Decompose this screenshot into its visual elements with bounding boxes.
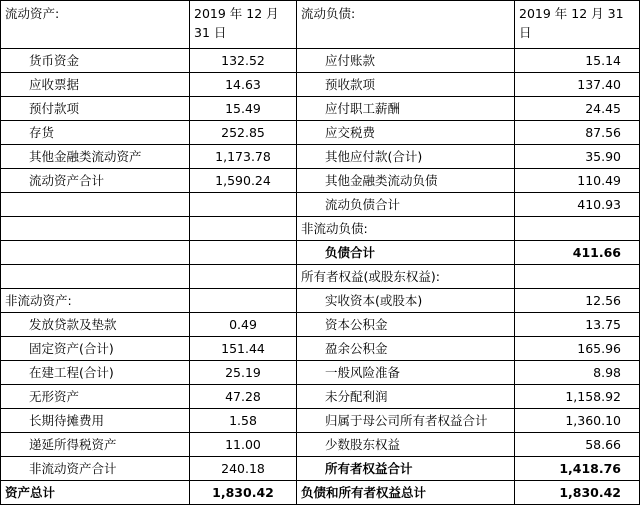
total-equity-label: 所有者权益合计 — [297, 457, 515, 481]
asset-item-value: 0.49 — [190, 313, 297, 337]
table-row — [1, 433, 640, 457]
equity-section-title: 所有者权益(或股东权益): — [297, 265, 515, 289]
liability-item-value: 110.49 — [515, 169, 640, 193]
total-assets-label: 资产总计 — [1, 481, 190, 505]
asset-item-label: 固定资产(合计) — [1, 337, 190, 361]
equity-item-label: 盈余公积金 — [297, 337, 515, 361]
asset-item-value: 1,173.78 — [190, 145, 297, 169]
empty-cell — [1, 217, 190, 241]
equity-item-label: 一般风险准备 — [297, 361, 515, 385]
liability-item-value: 137.40 — [515, 73, 640, 97]
asset-item-label: 发放贷款及垫款 — [1, 313, 190, 337]
non-current-liabilities-section-title: 非流动负债: — [297, 217, 515, 241]
asset-item-label: 递延所得税资产 — [1, 433, 190, 457]
equity-item-value: 1,360.10 — [515, 409, 640, 433]
equity-item-label: 实收资本(或股本) — [297, 289, 515, 313]
table-row — [1, 121, 640, 145]
asset-item-label: 存货 — [1, 121, 190, 145]
equity-item-label: 少数股东权益 — [297, 433, 515, 457]
liabilities-section-title: 流动负债: — [297, 1, 515, 49]
header-row — [1, 1, 640, 49]
asset-item-label: 长期待摊费用 — [1, 409, 190, 433]
equity-item-label: 未分配利润 — [297, 385, 515, 409]
table-row — [1, 337, 640, 361]
table-row — [1, 97, 640, 121]
table-row — [1, 73, 640, 97]
asset-item-value: 15.49 — [190, 97, 297, 121]
equity-item-value: 8.98 — [515, 361, 640, 385]
total-liabilities-equity-label: 负债和所有者权益总计 — [297, 481, 515, 505]
total-liabilities-value: 411.66 — [515, 241, 640, 265]
total-assets-value: 1,830.42 — [190, 481, 297, 505]
table-row — [1, 409, 640, 433]
liability-item-value: 15.14 — [515, 49, 640, 73]
non-current-assets-total-value: 240.18 — [190, 457, 297, 481]
liabilities-date-header: 2019 年 12 月 31 日 — [515, 1, 640, 49]
asset-item-label: 无形资产 — [1, 385, 190, 409]
asset-item-label: 应收票据 — [1, 73, 190, 97]
asset-item-value: 25.19 — [190, 361, 297, 385]
asset-item-label: 其他金融类流动资产 — [1, 145, 190, 169]
table-row — [1, 169, 640, 193]
liability-item-label: 应付账款 — [297, 49, 515, 73]
liability-item-label: 预收款项 — [297, 73, 515, 97]
table-row — [1, 385, 640, 409]
liability-item-value: 35.90 — [515, 145, 640, 169]
assets-date-header: 2019 年 12 月 31 日 — [190, 1, 297, 49]
equity-item-value: 165.96 — [515, 337, 640, 361]
equity-item-value: 13.75 — [515, 313, 640, 337]
total-liabilities-equity-value: 1,830.42 — [515, 481, 640, 505]
empty-cell — [515, 265, 640, 289]
assets-section-title: 流动资产: — [1, 1, 190, 49]
liability-item-label: 应交税费 — [297, 121, 515, 145]
liability-item-value: 24.45 — [515, 97, 640, 121]
current-assets-total-value: 1,590.24 — [190, 169, 297, 193]
total-equity-value: 1,418.76 — [515, 457, 640, 481]
empty-cell — [190, 193, 297, 217]
asset-item-label: 货币资金 — [1, 49, 190, 73]
table-row — [1, 193, 640, 217]
total-liabilities-label: 负债合计 — [297, 241, 515, 265]
empty-cell — [515, 217, 640, 241]
equity-item-value: 12.56 — [515, 289, 640, 313]
non-current-assets-section-title: 非流动资产: — [1, 289, 190, 313]
asset-item-label: 预付款项 — [1, 97, 190, 121]
table-row — [1, 457, 640, 481]
table-row — [1, 217, 640, 241]
table-row — [1, 361, 640, 385]
table-row — [1, 313, 640, 337]
equity-item-label: 资本公积金 — [297, 313, 515, 337]
asset-item-value: 14.63 — [190, 73, 297, 97]
empty-cell — [1, 193, 190, 217]
equity-item-value: 58.66 — [515, 433, 640, 457]
non-current-assets-total-label: 非流动资产合计 — [1, 457, 190, 481]
table-row — [1, 265, 640, 289]
liability-item-label: 其他应付款(合计) — [297, 145, 515, 169]
asset-item-value: 11.00 — [190, 433, 297, 457]
current-assets-total-label: 流动资产合计 — [1, 169, 190, 193]
current-liabilities-total-value: 410.93 — [515, 193, 640, 217]
equity-item-value: 1,158.92 — [515, 385, 640, 409]
table-row — [1, 289, 640, 313]
table-row — [1, 241, 640, 265]
liability-item-value: 87.56 — [515, 121, 640, 145]
liability-item-label: 应付职工薪酬 — [297, 97, 515, 121]
empty-cell — [1, 241, 190, 265]
asset-item-value: 132.52 — [190, 49, 297, 73]
liability-item-label: 其他金融类流动负债 — [297, 169, 515, 193]
asset-item-value: 151.44 — [190, 337, 297, 361]
asset-item-label: 在建工程(合计) — [1, 361, 190, 385]
current-liabilities-total-label: 流动负债合计 — [297, 193, 515, 217]
empty-cell — [190, 289, 297, 313]
asset-item-value: 47.28 — [190, 385, 297, 409]
empty-cell — [190, 241, 297, 265]
empty-cell — [1, 265, 190, 289]
table-row — [1, 49, 640, 73]
table-row — [1, 145, 640, 169]
grand-total-row — [1, 481, 640, 505]
empty-cell — [190, 217, 297, 241]
asset-item-value: 252.85 — [190, 121, 297, 145]
equity-item-label: 归属于母公司所有者权益合计 — [297, 409, 515, 433]
asset-item-value: 1.58 — [190, 409, 297, 433]
empty-cell — [190, 265, 297, 289]
